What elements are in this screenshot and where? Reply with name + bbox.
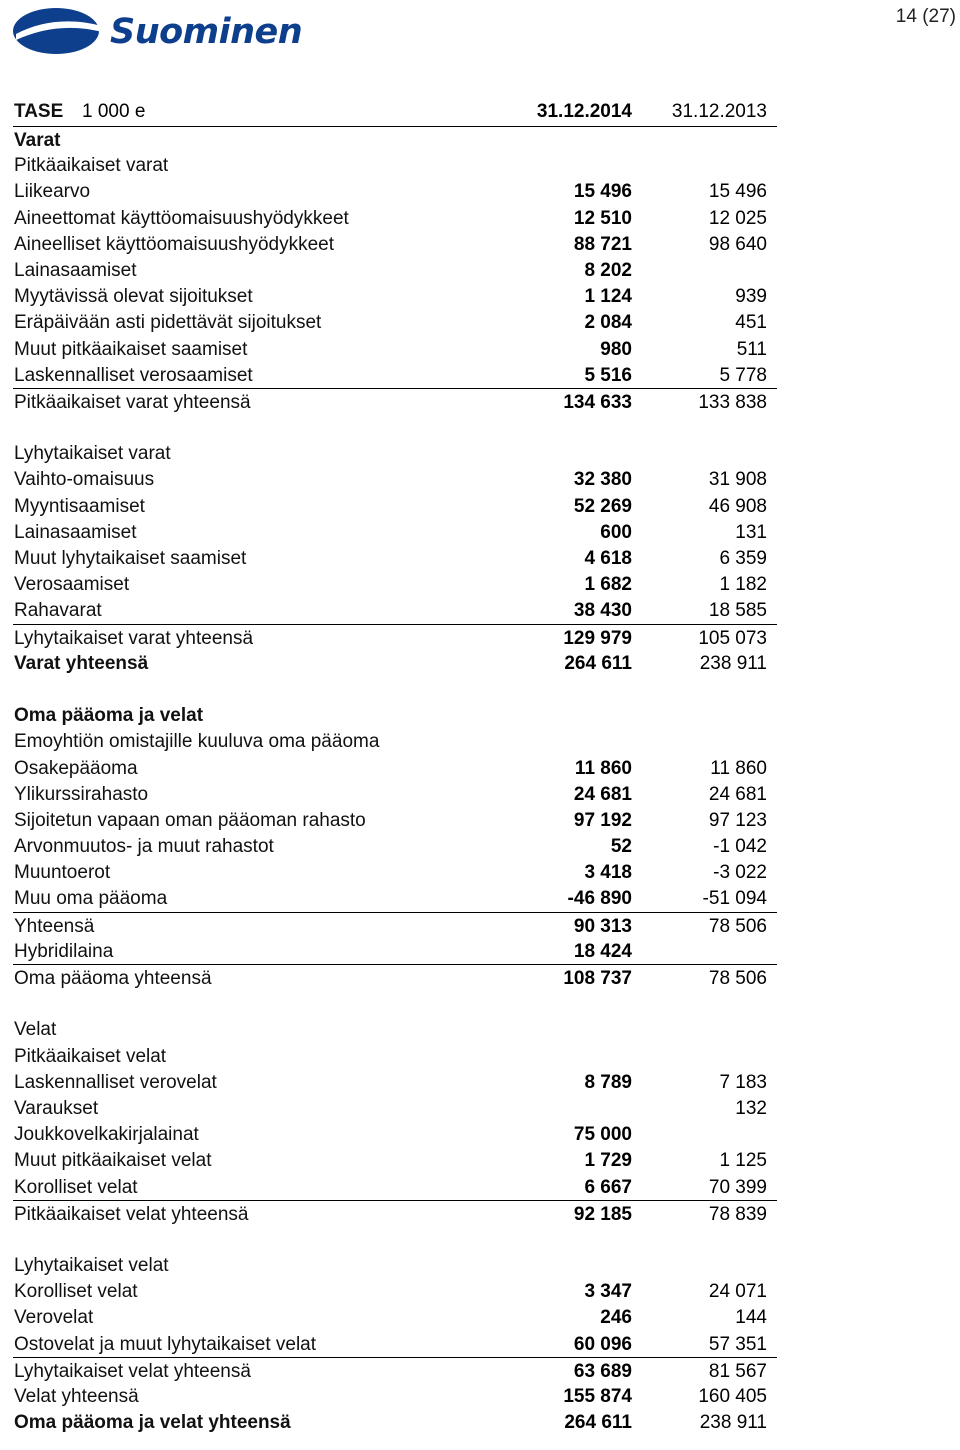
- row-label: Oma pääoma ja velat yhteensä: [14, 1412, 291, 1434]
- row-label: Sijoitetun vapaan oman pääoman rahasto: [14, 809, 366, 831]
- value-2013: 132: [735, 1097, 767, 1119]
- row-label: Oma pääoma yhteensä: [14, 968, 212, 989]
- row-label: Muut pitkäaikaiset saamiset: [14, 338, 248, 360]
- table-row: [13, 336, 777, 362]
- value-2013: 451: [735, 312, 767, 334]
- table-row: [13, 650, 777, 676]
- row-label: Ostovelat ja muut lyhytaikaiset velat: [14, 1333, 317, 1355]
- row-label: Varaukset: [14, 1097, 99, 1119]
- table-row: [13, 1174, 777, 1200]
- table-row: [13, 545, 777, 571]
- table-row: [13, 702, 777, 728]
- spacer-row: [13, 414, 777, 440]
- row-label: Korolliset velat: [14, 1281, 138, 1303]
- value-2014: 6 667: [584, 1176, 632, 1198]
- row-label: Liikearvo: [14, 181, 91, 203]
- value-2013: 160 405: [698, 1386, 767, 1407]
- value-2014: 1 124: [584, 286, 632, 308]
- row-label: Pitkäaikaiset varat yhteensä: [14, 391, 251, 413]
- value-2013: 238 911: [699, 652, 767, 674]
- row-label: Laskennalliset verovelat: [14, 1071, 217, 1093]
- table-row: [13, 126, 777, 152]
- table-row: [13, 440, 777, 466]
- value-2013: 1 125: [719, 1150, 767, 1172]
- value-2014: 108 737: [563, 968, 632, 989]
- row-label: Yhteensä: [14, 915, 95, 937]
- logo-emblem-icon: [12, 6, 104, 56]
- table-title: TASE: [14, 101, 64, 122]
- table-row: [13, 1200, 777, 1226]
- value-2013: 81 567: [708, 1360, 767, 1382]
- row-label: Muuntoerot: [14, 862, 111, 884]
- spacer-row: [13, 676, 777, 702]
- value-2014: 980: [600, 338, 632, 360]
- row-label: Lainasaamiset: [14, 259, 137, 281]
- value-2013: 57 351: [708, 1333, 767, 1355]
- value-2013: 78 506: [708, 968, 767, 989]
- value-2013: -1 042: [713, 836, 767, 858]
- column-header-2014: 31.12.2014: [536, 101, 632, 122]
- value-2014: -46 890: [567, 888, 632, 910]
- value-2014: 600: [600, 521, 632, 543]
- value-2014: 97 192: [573, 809, 632, 831]
- table-row: [13, 833, 777, 859]
- table-row: [13, 1331, 777, 1357]
- value-2013: 133 838: [698, 391, 767, 413]
- table-row: [13, 283, 777, 309]
- value-2013: 5 778: [719, 364, 767, 386]
- value-2014: 264 611: [564, 1412, 632, 1434]
- value-2013: 238 911: [699, 1412, 767, 1434]
- row-label: Lyhytaikaiset velat: [14, 1255, 169, 1277]
- row-label: Muut lyhytaikaiset saamiset: [14, 548, 247, 569]
- row-label: Lainasaamiset: [14, 521, 137, 543]
- table-row: [13, 807, 777, 833]
- row-label: Velat yhteensä: [14, 1386, 139, 1407]
- table-row: [13, 178, 777, 204]
- table-row: [13, 205, 777, 231]
- value-2013: 1 182: [719, 574, 767, 596]
- row-label: Pitkäaikaiset velat yhteensä: [14, 1203, 249, 1225]
- value-2014: 75 000: [573, 1124, 632, 1146]
- value-2014: 1 729: [584, 1150, 632, 1172]
- table-row: [13, 964, 777, 990]
- row-label: Arvonmuutos- ja muut rahastot: [14, 836, 274, 858]
- value-2014: 8 789: [584, 1071, 632, 1093]
- table-row: [13, 1043, 777, 1069]
- row-label: Emoyhtiön omistajille kuuluva oma pääoma: [14, 731, 380, 753]
- value-2014: 24 681: [573, 783, 632, 805]
- value-2013: -3 022: [713, 862, 767, 884]
- value-2014: 88 721: [573, 233, 632, 255]
- value-2014: 92 185: [573, 1203, 632, 1225]
- value-2014: 63 689: [573, 1360, 632, 1382]
- row-label: Lyhytaikaiset varat yhteensä: [14, 627, 254, 649]
- value-2013: 31 908: [708, 469, 767, 491]
- row-label: Verosaamiset: [14, 574, 130, 596]
- spacer-row: [13, 990, 777, 1016]
- row-label: Verovelat: [14, 1307, 94, 1329]
- value-2014: 18 424: [573, 940, 632, 962]
- value-2014: 1 682: [584, 574, 632, 596]
- table-row: [13, 859, 777, 885]
- value-2013: 98 640: [708, 233, 767, 255]
- table-row: [13, 493, 777, 519]
- value-2013: 18 585: [708, 600, 767, 622]
- row-label: Rahavarat: [14, 600, 102, 622]
- value-2014: 12 510: [573, 207, 632, 229]
- logo-wordmark: Suominen: [110, 12, 303, 52]
- table-row: [13, 1069, 777, 1095]
- table-row: [13, 1304, 777, 1330]
- row-label: Muut pitkäaikaiset velat: [14, 1150, 212, 1172]
- table-row: [13, 1409, 777, 1435]
- value-2014: 60 096: [573, 1333, 632, 1355]
- row-label: Aineettomat käyttöomaisuushyödykkeet: [14, 207, 349, 229]
- value-2013: 511: [736, 338, 767, 360]
- value-2014: 15 496: [573, 181, 632, 203]
- row-label: Varat yhteensä: [14, 652, 149, 674]
- table-row: [13, 597, 777, 623]
- value-2013: 46 908: [708, 495, 767, 517]
- row-label: Myytävissä olevat sijoitukset: [14, 286, 253, 308]
- row-label: Myyntisaamiset: [14, 495, 145, 517]
- table-row: [13, 781, 777, 807]
- balance-sheet-table: [13, 98, 777, 1435]
- page-number: 14 (27): [895, 6, 956, 27]
- suominen-logo: [12, 6, 322, 58]
- table-row: [13, 466, 777, 492]
- table-row: [13, 1147, 777, 1173]
- value-2014: 3 418: [584, 862, 632, 884]
- value-2013: 70 399: [708, 1176, 767, 1198]
- table-row: [13, 1278, 777, 1304]
- table-row: [13, 1016, 777, 1042]
- table-row: [13, 571, 777, 597]
- table-row: [13, 1383, 777, 1409]
- value-2014: 52 269: [573, 495, 632, 517]
- table-row: [13, 362, 777, 388]
- table-row: [13, 519, 777, 545]
- row-label: Oma pääoma ja velat: [14, 705, 204, 727]
- row-label: Laskennalliset verosaamiset: [14, 364, 253, 386]
- value-2013: 939: [735, 286, 767, 308]
- table-row: [13, 755, 777, 781]
- value-2013: 78 506: [708, 915, 767, 937]
- value-2014: 155 874: [563, 1386, 632, 1407]
- table-header-row: [13, 98, 777, 126]
- value-2014: 8 202: [584, 259, 632, 281]
- value-2013: 144: [735, 1307, 767, 1329]
- table-row: [13, 624, 777, 650]
- value-2014: 32 380: [573, 469, 632, 491]
- column-header-2013: 31.12.2013: [671, 101, 767, 122]
- value-2014: 4 618: [584, 548, 632, 569]
- table-row: [13, 1095, 777, 1121]
- value-2013: 11 860: [710, 757, 767, 779]
- table-row: [13, 152, 777, 178]
- row-label: Lyhytaikaiset varat: [14, 443, 171, 465]
- value-2014: 246: [600, 1307, 632, 1329]
- value-2014: 2 084: [584, 312, 632, 334]
- value-2014: 11 860: [574, 757, 632, 779]
- value-2013: 15 496: [708, 181, 767, 203]
- value-2013: 12 025: [708, 207, 767, 229]
- table-row: [13, 388, 777, 414]
- row-label: Ylikurssirahasto: [14, 783, 149, 805]
- value-2013: 24 681: [708, 783, 767, 805]
- value-2013: 24 071: [708, 1281, 767, 1303]
- page-header: [0, 0, 960, 70]
- value-2014: 134 633: [563, 391, 632, 413]
- value-2013: 7 183: [719, 1071, 767, 1093]
- table-row: [13, 912, 777, 938]
- value-2013: 105 073: [698, 627, 767, 649]
- row-label: Aineelliset käyttöomaisuushyödykkeet: [14, 233, 335, 255]
- row-label: Vaihto-omaisuus: [14, 469, 155, 491]
- table-row: [13, 885, 777, 911]
- row-label: Muu oma pääoma: [14, 888, 168, 910]
- value-2014: 264 611: [564, 652, 632, 674]
- table-row: [13, 1121, 777, 1147]
- value-2014: 129 979: [563, 627, 632, 649]
- row-label: Pitkäaikaiset varat: [14, 155, 169, 177]
- table-row: [13, 728, 777, 754]
- table-row: [13, 938, 777, 964]
- spacer-row: [13, 1226, 777, 1252]
- value-2014: 5 516: [584, 364, 632, 386]
- value-2014: 90 313: [573, 915, 632, 937]
- value-2014: 52: [610, 836, 632, 858]
- value-2013: 97 123: [708, 809, 767, 831]
- row-label: Korolliset velat: [14, 1176, 138, 1198]
- value-2014: 3 347: [584, 1281, 632, 1303]
- row-label: Pitkäaikaiset velat: [14, 1045, 167, 1067]
- value-2014: 38 430: [573, 600, 632, 622]
- row-label: Velat: [14, 1019, 57, 1041]
- table-row: [13, 309, 777, 335]
- table-row: [13, 257, 777, 283]
- value-2013: 78 839: [708, 1203, 767, 1225]
- table-row: [13, 1357, 777, 1383]
- table-row: [13, 231, 777, 257]
- row-label: Joukkovelkakirjalainat: [14, 1124, 199, 1146]
- row-label: Osakepääoma: [14, 757, 138, 779]
- table-unit: 1 000 e: [82, 101, 146, 122]
- row-label: Eräpäivään asti pidettävät sijoitukset: [14, 312, 322, 334]
- value-2013: -51 094: [702, 888, 767, 910]
- table-row: [13, 1252, 777, 1278]
- row-label: Hybridilaina: [14, 940, 114, 962]
- value-2013: 131: [735, 521, 767, 543]
- row-label: Lyhytaikaiset velat yhteensä: [14, 1360, 251, 1382]
- value-2013: 6 359: [719, 548, 767, 569]
- row-label: Varat: [14, 130, 61, 151]
